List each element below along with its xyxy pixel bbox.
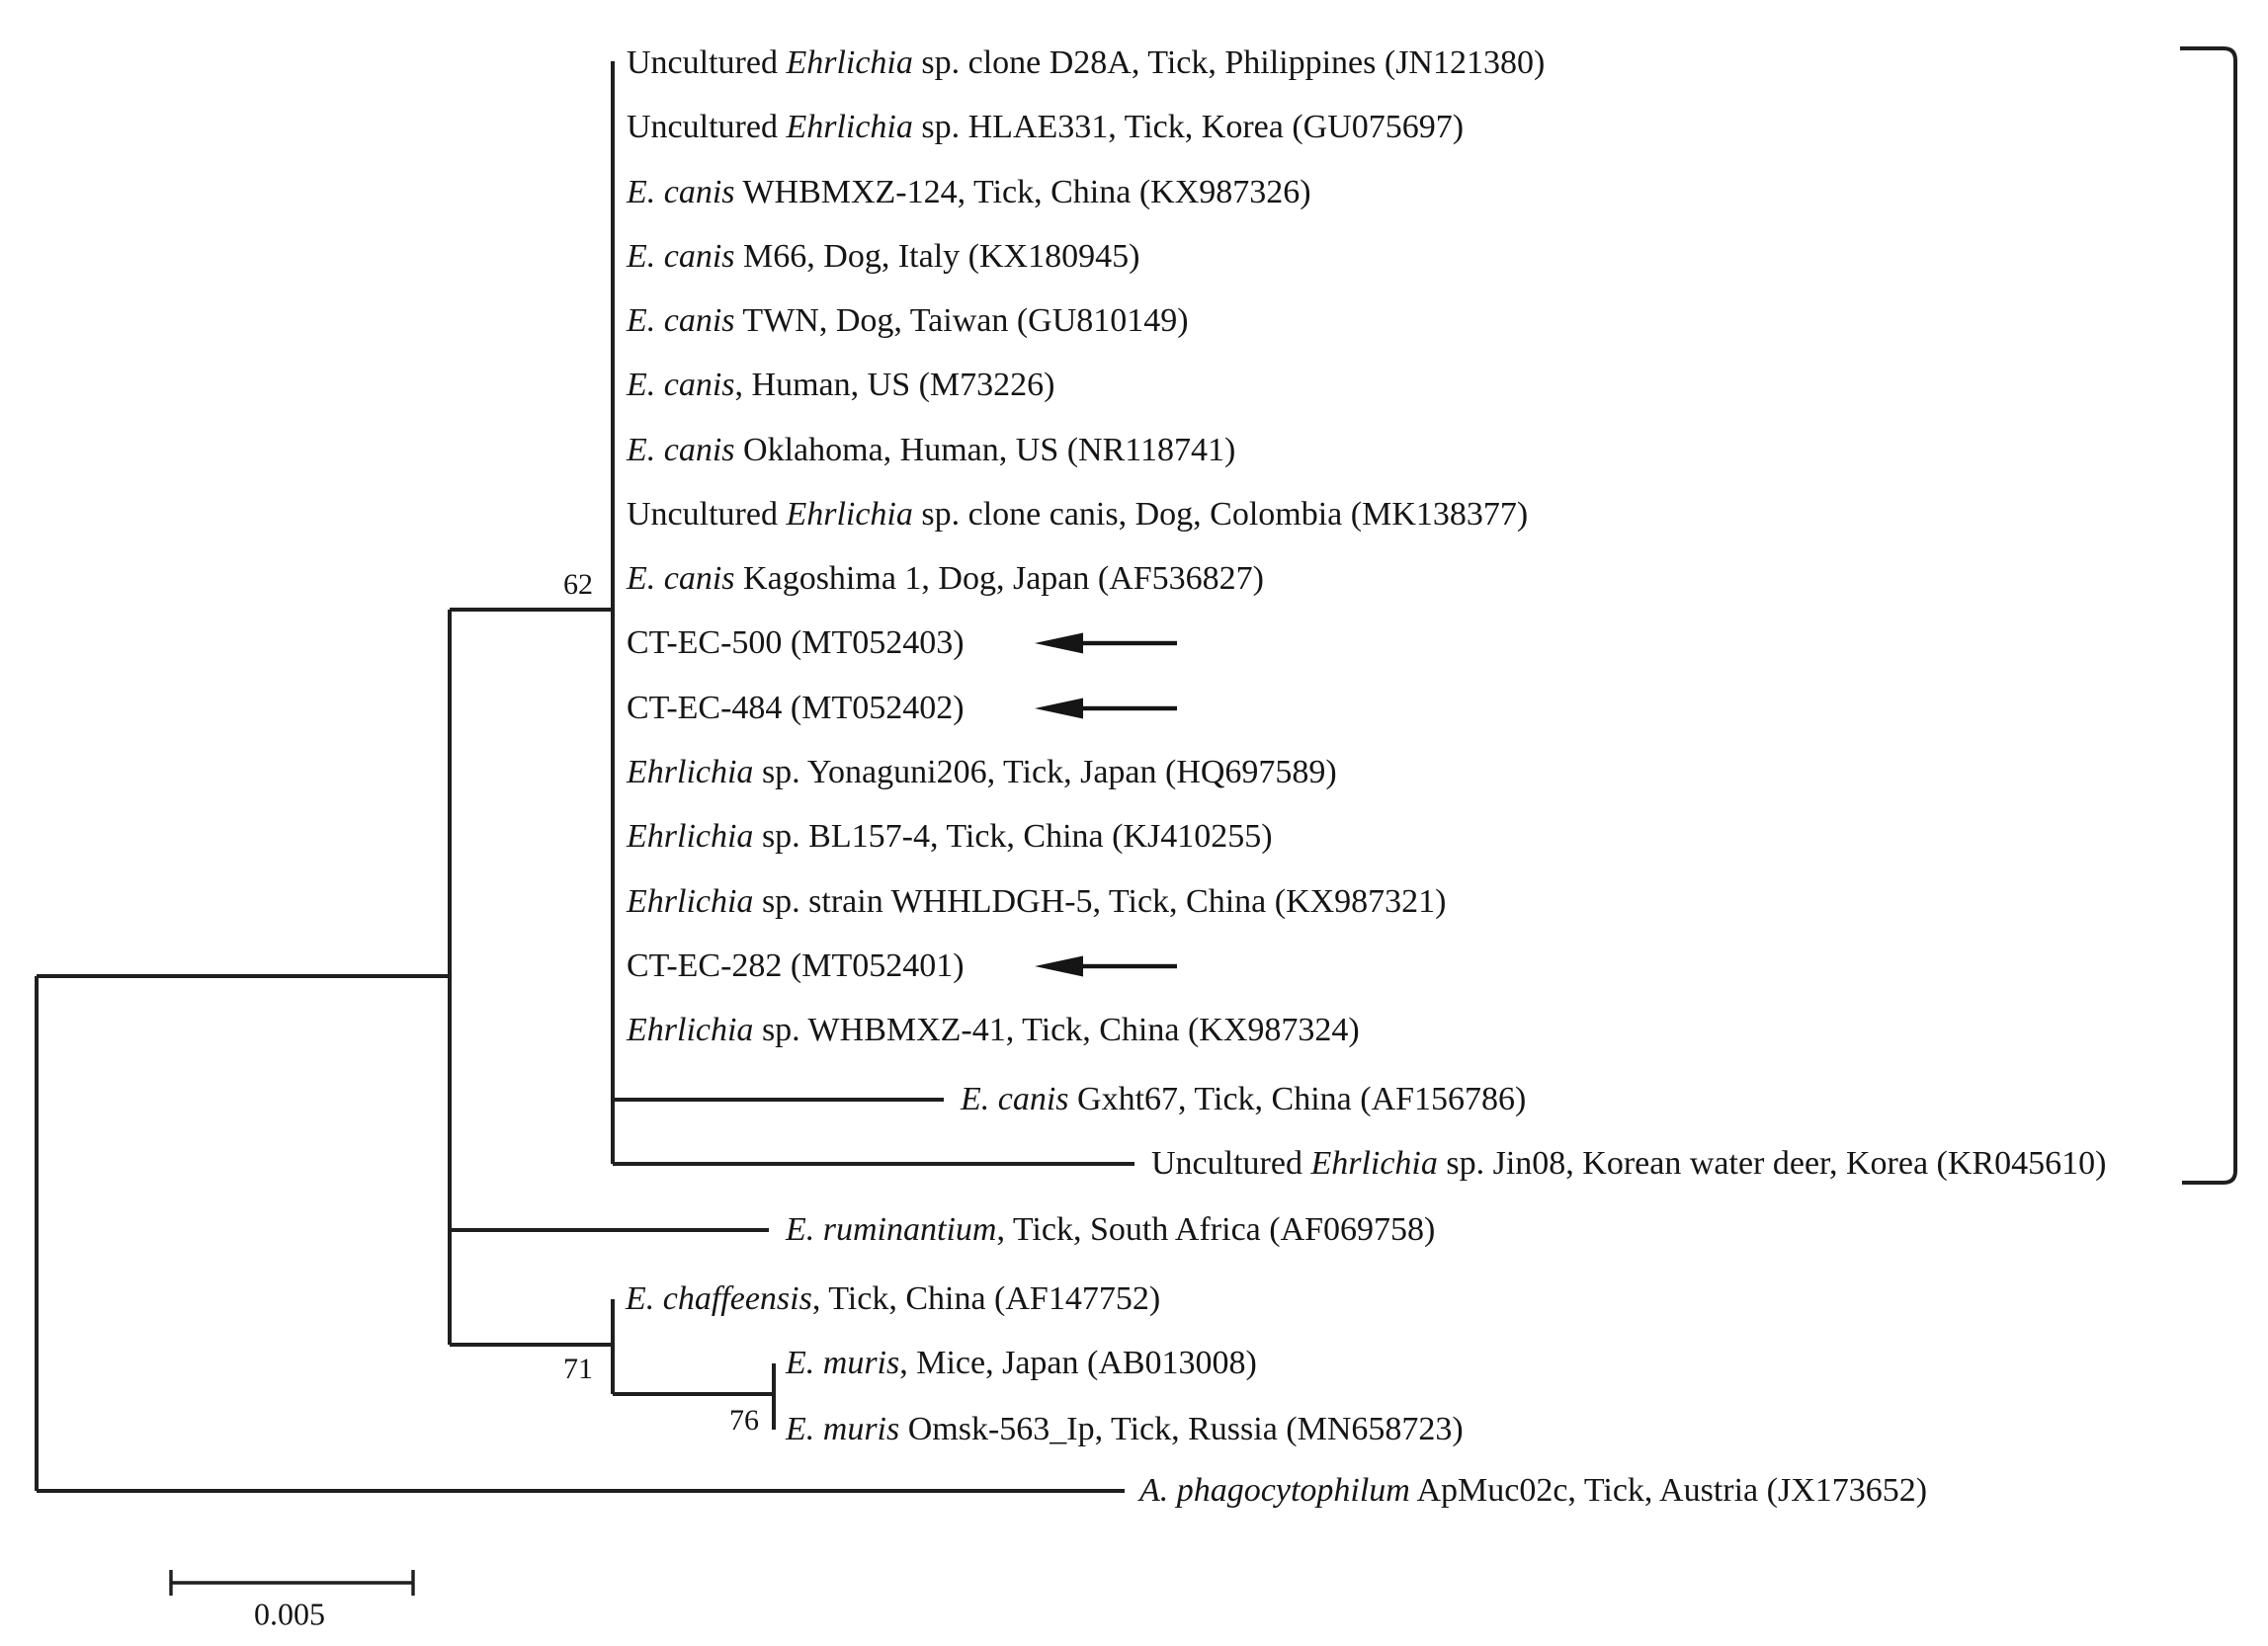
taxon-text: M66, Dog, Italy (KX180945) — [734, 238, 1140, 275]
taxon-label — [627, 1014, 1360, 1047]
taxon-text: Uncultured — [1151, 1145, 1311, 1182]
taxon-text: Uncultured — [627, 109, 787, 145]
taxon-text: CT-EC-282 (MT052401) — [627, 947, 965, 984]
taxon-name-italic: E. canis — [961, 1081, 1069, 1117]
taxon-label — [627, 885, 1447, 919]
taxon-name-italic: Ehrlichia — [786, 496, 913, 533]
taxon-text: sp. clone canis, Dog, Colombia (MK138377) — [912, 496, 1529, 533]
taxon-name-italic: A. phagocytophilum — [1139, 1472, 1410, 1509]
taxon-label — [627, 176, 1311, 209]
taxon-text: , Tick, China (AF147752) — [811, 1280, 1161, 1317]
taxon-name-italic: Ehrlichia — [627, 818, 754, 855]
bootstrap-value-canis-clade: 62 — [563, 568, 593, 601]
taxon-name-italic: E. canis — [627, 174, 735, 210]
taxon-label — [626, 1282, 1160, 1316]
taxon-text: Uncultured — [627, 496, 787, 533]
taxon-text: WHBMXZ-124, Tick, China (KX987326) — [734, 174, 1311, 210]
taxon-label — [786, 1347, 1257, 1380]
taxon-text: Gxht67, Tick, China (AF156786) — [1068, 1081, 1527, 1117]
taxon-name-italic: Ehrlichia — [786, 44, 913, 81]
taxon-name-italic: E. canis — [627, 560, 735, 597]
highlight-arrow-icon — [1034, 953, 1177, 979]
taxon-name-italic: E. canis — [627, 367, 735, 403]
taxon-label — [786, 1413, 1464, 1446]
taxon-label — [627, 240, 1139, 274]
taxon-name-italic: Ehrlichia — [627, 883, 754, 920]
bootstrap-value-chaffeensis-muris-clade: 71 — [563, 1353, 593, 1385]
taxon-text: sp. Jin08, Korean water deer, Korea (KR045610) — [1437, 1145, 2107, 1182]
taxon-label — [627, 692, 965, 725]
taxon-label — [961, 1083, 1526, 1116]
taxon-label — [1151, 1147, 2106, 1181]
taxon-text: CT-EC-500 (MT052403) — [627, 624, 965, 661]
taxon-text: ApMuc02c, Tick, Austria (JX173652) — [1409, 1472, 1928, 1509]
taxon-text: , Human, US (M73226) — [734, 367, 1055, 403]
taxon-name-italic: E. muris — [786, 1345, 900, 1381]
taxon-text: Uncultured — [627, 44, 787, 81]
taxon-text: sp. clone D28A, Tick, Philippines (JN121380) — [912, 44, 1546, 81]
taxon-text: CT-EC-484 (MT052402) — [627, 690, 965, 726]
taxon-label — [627, 756, 1337, 789]
taxon-name-italic: Ehrlichia — [1310, 1145, 1438, 1182]
taxon-label — [627, 949, 965, 983]
scale-bar — [171, 1570, 413, 1596]
taxon-text: sp. HLAE331, Tick, Korea (GU075697) — [912, 109, 1465, 145]
taxon-text: sp. strain WHHLDGH-5, Tick, China (KX987321) — [753, 883, 1447, 920]
bootstrap-value-muris-clade: 76 — [729, 1404, 759, 1437]
taxon-label — [786, 1213, 1435, 1247]
taxon-label — [627, 304, 1189, 338]
taxon-label — [627, 626, 965, 660]
taxon-name-italic: E. muris — [786, 1411, 900, 1447]
taxon-text: Oklahoma, Human, US (NR118741) — [734, 432, 1236, 468]
taxon-text: TWN, Dog, Taiwan (GU810149) — [734, 302, 1189, 339]
taxon-label — [627, 434, 1235, 467]
taxon-text: , Tick, South Africa (AF069758) — [996, 1211, 1436, 1248]
taxon-label — [1139, 1474, 1927, 1508]
taxon-name-italic: E. canis — [627, 238, 735, 275]
taxon-label — [627, 820, 1273, 854]
taxon-label — [627, 369, 1054, 402]
taxon-name-italic: Ehrlichia — [786, 109, 913, 145]
taxon-label — [627, 498, 1528, 532]
taxon-label — [627, 562, 1264, 596]
taxon-text: Kagoshima 1, Dog, Japan (AF536827) — [734, 560, 1264, 597]
taxon-text: sp. BL157-4, Tick, China (KJ410255) — [753, 818, 1273, 855]
taxon-text: Omsk-563_Ip, Tick, Russia (MN658723) — [899, 1411, 1464, 1447]
taxon-name-italic: E. canis — [627, 432, 735, 468]
highlight-arrow-icon — [1034, 630, 1177, 656]
scale-bar-label: 0.005 — [254, 1596, 325, 1632]
taxon-text: sp. WHBMXZ-41, Tick, China (KX987324) — [753, 1012, 1360, 1048]
taxon-text: , Mice, Japan (AB013008) — [899, 1345, 1257, 1381]
taxon-label — [627, 111, 1464, 144]
taxon-name-italic: Ehrlichia — [627, 754, 754, 790]
taxon-label — [627, 46, 1545, 80]
canis-group-bracket — [2180, 48, 2235, 1183]
taxon-name-italic: Ehrlichia — [627, 1012, 754, 1048]
taxon-name-italic: E. ruminantium — [786, 1211, 997, 1248]
taxon-name-italic: E. canis — [627, 302, 735, 339]
taxon-text: sp. Yonaguni206, Tick, Japan (HQ697589) — [753, 754, 1337, 790]
highlight-arrow-icon — [1034, 696, 1177, 721]
taxon-name-italic: E. chaffeensis — [626, 1280, 812, 1317]
